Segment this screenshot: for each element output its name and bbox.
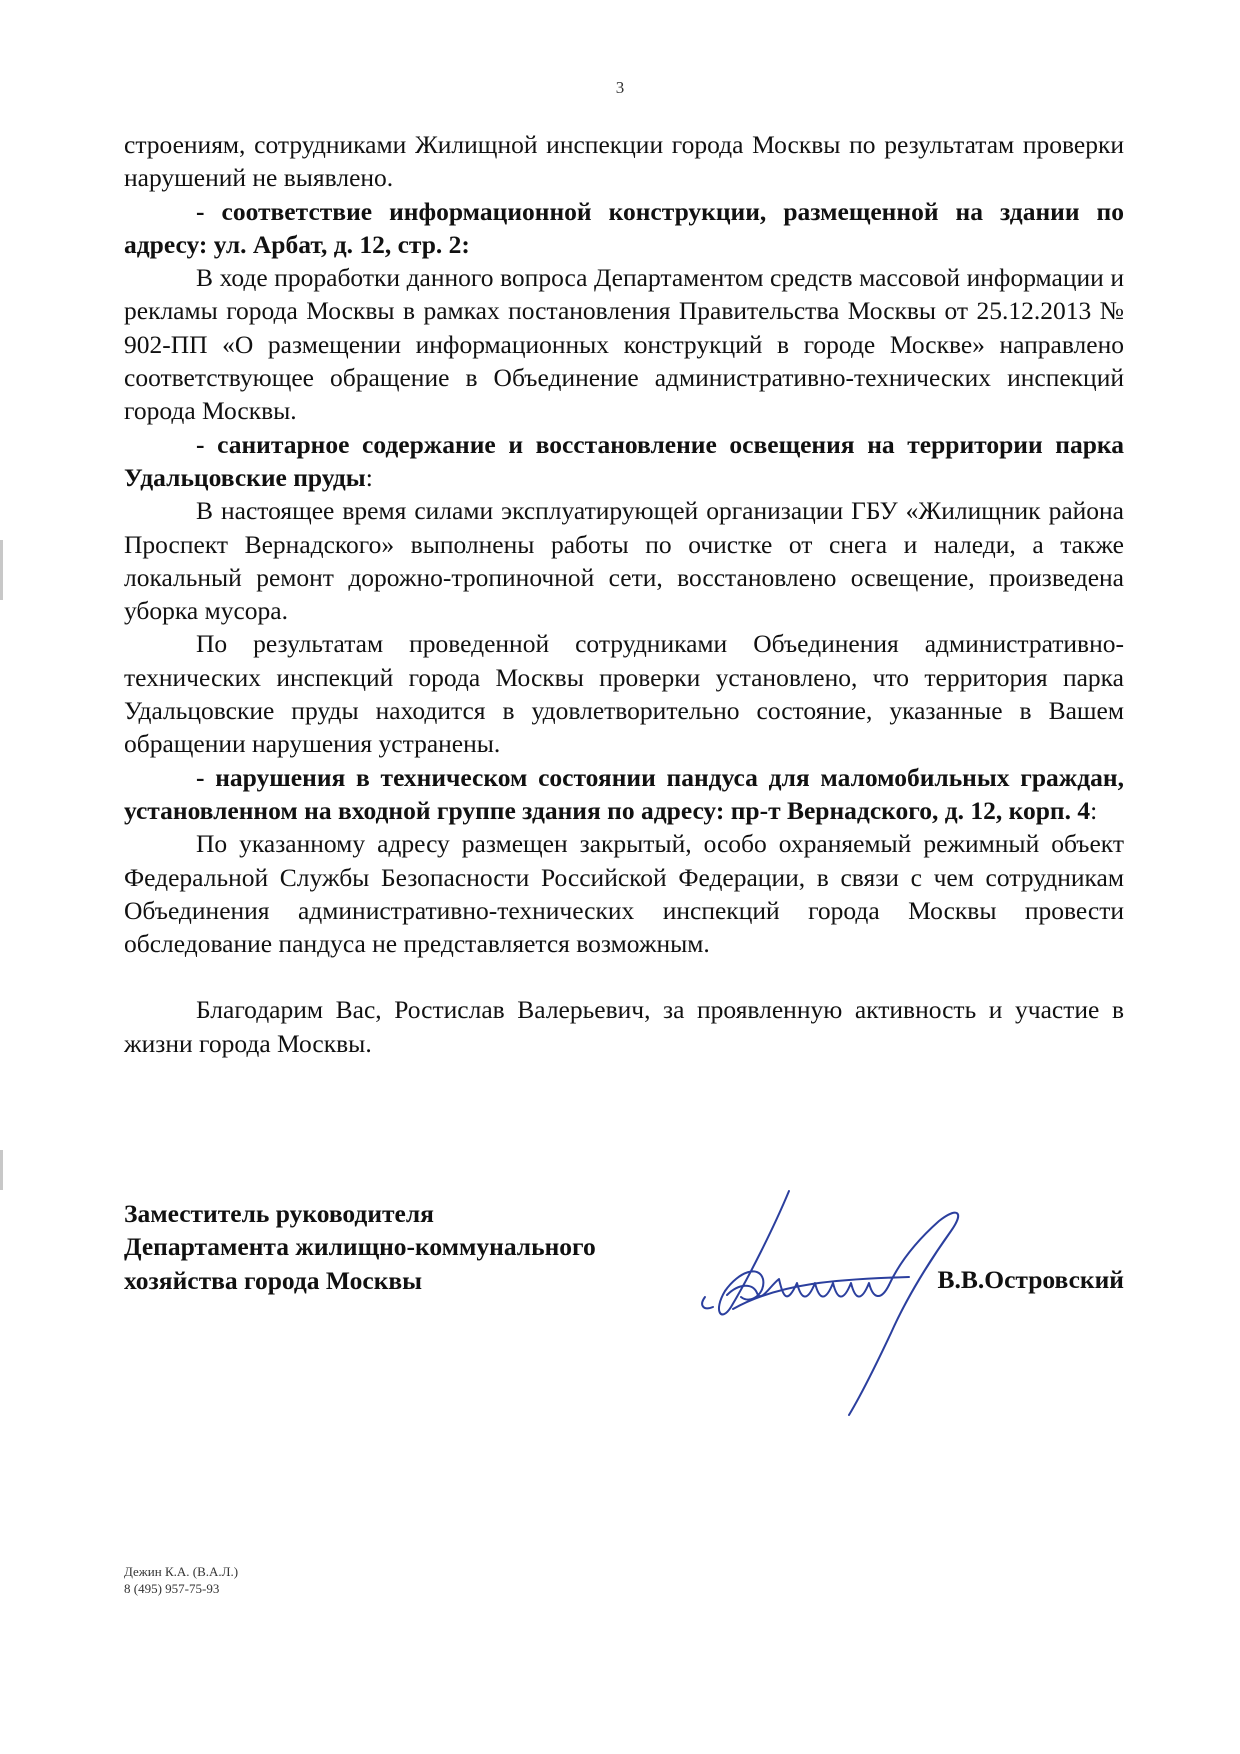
paragraph <box>124 128 1124 195</box>
signatory-name: В.В.Островский <box>937 1265 1124 1294</box>
position-line: Департамента жилищно-коммунального <box>124 1232 596 1262</box>
paragraph <box>124 494 1124 627</box>
paragraph-text: По результатам проведенной сотрудниками Объединения административно-технических инспекций города Москвы проверки установлено, что территория парка Удальцовские пруды находится в удовлетворительно состояние, указанные в Вашем обращении нарушения устранены. <box>124 629 1124 759</box>
scan-edge-mark <box>0 1150 3 1190</box>
page-number: 3 <box>615 78 625 97</box>
position-line: Заместитель руководителя <box>124 1199 434 1228</box>
closing-paragraph: Благодарим Вас, Ростислав Валерьевич, за проявленную активность и участие в жизни города Москвы. <box>124 995 1124 1058</box>
heading-colon: : <box>365 462 373 492</box>
section-heading-text: - нарушения в техническом состоянии пандуса для маломобильных граждан, установленном на входной группе здания по адресу: пр-т Вернадского, д. 12, корп. 4 <box>124 762 1124 825</box>
heading-colon: : <box>1090 795 1098 825</box>
paragraph <box>124 627 1124 760</box>
executor-info <box>124 1563 238 1597</box>
paragraph <box>124 261 1124 427</box>
paragraph-text: строениям, сотрудниками Жилищной инспекции города Москвы по результатам проверки нарушений не выявлено. <box>124 130 1124 193</box>
signatory-position <box>124 1197 596 1297</box>
section-heading-text: - санитарное содержание и восстановление освещения на территории парка Удальцовские пруды <box>124 429 1124 492</box>
letter-body <box>124 128 1124 1060</box>
section-heading-park <box>124 428 1124 495</box>
paragraph-text: По указанному адресу размещен закрытый, особо охраняемый режимный объект Федеральной Службы Безопасности Российской Федерации, в связи с чем сотрудникам Объединения административно-технических инспекций города Москвы провести обследование пандуса не представляется возможным. <box>124 829 1124 959</box>
handwritten-signature <box>669 1187 999 1417</box>
executor-phone: 8 (495) 957-75-93 <box>124 1581 220 1596</box>
section-heading-text: - соответствие информационной конструкции, размещенной на здании по адресу: ул. Арбат, д. 12, стр. 2: <box>124 196 1124 259</box>
paragraph <box>124 827 1124 960</box>
signature-block <box>124 1197 1124 1457</box>
paragraph-text: В ходе проработки данного вопроса Департаментом средств массовой информации и рекламы города Москвы в рамках постановления Правительства Москвы от 25.12.2013 № 902-ПП «О размещении информационных конструкций в городе Москве» направлено соответствующее обращение в Объединение административно-технических инспекций города Москвы. <box>124 263 1124 426</box>
position-line: хозяйства города Москвы <box>124 1265 423 1295</box>
executor-name: Дежин К.А. (В.А.Л.) <box>124 1564 239 1579</box>
paragraph-text: В настоящее время силами эксплуатирующей организации ГБУ «Жилищник района Проспект Вернадского» выполнены работы по очистке от снега и наледи, а также локальный ремонт дорожно-тропиночной сети, восстановлено освещение, произведена уборка мусора. <box>124 496 1124 626</box>
section-heading-arbat <box>124 195 1124 262</box>
scan-edge-mark <box>0 540 3 600</box>
section-heading-ramp <box>124 761 1124 828</box>
